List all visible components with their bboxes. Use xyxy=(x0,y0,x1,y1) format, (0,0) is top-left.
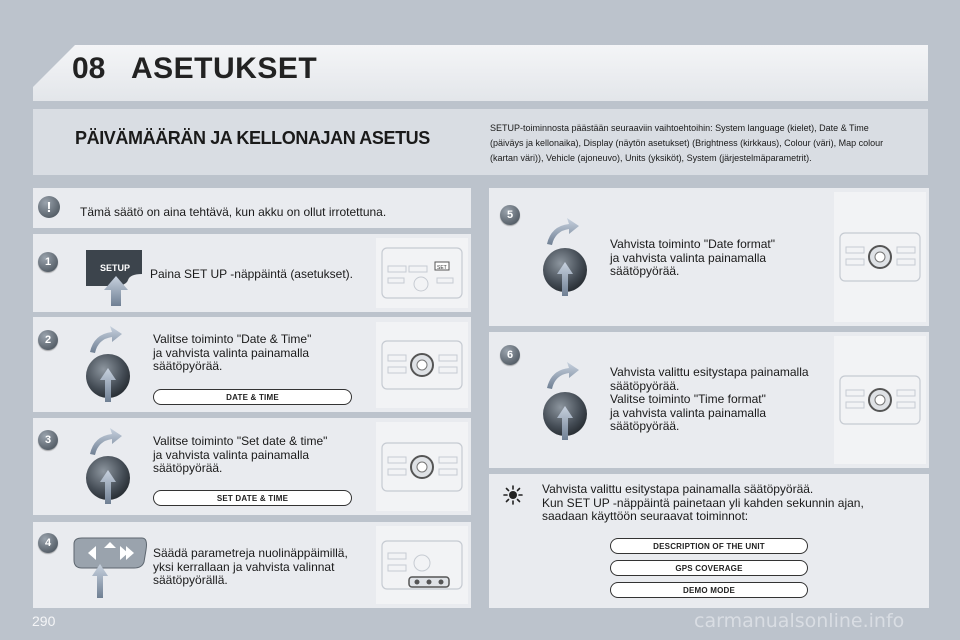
step-1-text: Paina SET UP -näppäintä (asetukset). xyxy=(150,267,354,281)
rotate-arrow-icon xyxy=(547,218,579,245)
radio-unit-icon xyxy=(837,370,923,430)
warning-icon: ! xyxy=(38,196,60,218)
chapter-number: 08 xyxy=(72,52,106,85)
setup-key-icon xyxy=(80,246,144,308)
step-3-text: Valitse toiminto "Set date & time" ja vahvista valinta painamalla säätöpyörää. xyxy=(153,434,328,475)
rotary-knob-icon xyxy=(78,322,138,406)
radio-unit-1 xyxy=(376,238,468,308)
step-5-badge: 5 xyxy=(500,205,520,225)
step-6-text: Vahvista valittu esitystapa painamalla säätöpyörää. Valitse toiminto "Time format" ja vahvista valinta painamalla säätöpyörää. xyxy=(610,365,809,433)
rotate-arrow-icon xyxy=(90,428,122,455)
radio-unit-icon xyxy=(379,437,465,497)
tip-text: Vahvista valittu esitystapa painamalla säätöpyörää. Kun SET UP -näppäintä painetaan yli kahden sekunnin ajan, saadaan käyttöön seuraavat toiminnot: xyxy=(542,482,864,523)
radio-unit-icon xyxy=(379,244,465,302)
arrow-keys-icon xyxy=(70,534,150,600)
radio-unit-6 xyxy=(834,336,926,464)
radio-unit-4 xyxy=(376,526,468,604)
rotary-knob-icon xyxy=(535,214,595,300)
menu-item-demo-mode: DEMO MODE xyxy=(610,582,808,598)
setup-key-label: SETUP xyxy=(100,263,131,273)
step-6-badge: 6 xyxy=(500,345,520,365)
chapter-title: ASETUKSET xyxy=(131,52,318,85)
rotary-knob-icon xyxy=(535,358,595,444)
step-2-text: Valitse toiminto "Date & Time" ja vahvista valinta painamalla säätöpyörää. xyxy=(153,332,312,373)
step-5-text: Vahvista toiminto "Date format" ja vahvista valinta painamalla säätöpyörää. xyxy=(610,237,776,278)
radio-unit-icon xyxy=(379,535,465,595)
rotate-arrow-icon xyxy=(90,326,122,353)
step-4-badge: 4 xyxy=(38,533,58,553)
press-arrow-icon xyxy=(92,564,108,598)
rotate-arrow-icon xyxy=(547,362,579,389)
page-number: 290 xyxy=(32,613,56,629)
menu-item-set-date-time: SET DATE & TIME xyxy=(153,490,352,506)
step-3-badge: 3 xyxy=(38,430,58,450)
menu-item-date-time: DATE & TIME xyxy=(153,389,352,405)
rotary-knob-icon xyxy=(78,424,138,508)
svg-text:SET: SET xyxy=(437,265,447,271)
radio-unit-icon xyxy=(379,335,465,395)
step-2-badge: 2 xyxy=(38,330,58,350)
radio-unit-2 xyxy=(376,322,468,408)
step-4-text: Säädä parametreja nuolinäppäimillä, yksi kerrallaan ja vahvista valinnat säätöpyörällä. xyxy=(153,546,348,587)
menu-item-description-of-unit: DESCRIPTION OF THE UNIT xyxy=(610,538,808,554)
step-1-badge: 1 xyxy=(38,252,58,272)
menu-item-gps-coverage: GPS COVERAGE xyxy=(610,560,808,576)
warning-text: Tämä säätö on aina tehtävä, kun akku on ollut irrotettuna. xyxy=(80,205,387,219)
watermark: carmanualsonline.info xyxy=(694,610,905,632)
intro-text: SETUP-toiminnosta päästään seuraaviin vaihtoehtoihin: System language (kielet), Date & Time (päiväys ja kellonaika), Display (näytön asetukset) (Brightness (kirkkaus), Colour (väri), Map colour (kartan väri)), Vehicle (ajoneuvo), Units (yksiköt), System (järjestelmäparametrit). xyxy=(490,123,884,163)
section-title: PÄIVÄMÄÄRÄN JA KELLONAJAN ASETUS xyxy=(75,128,430,148)
sun-tip-icon xyxy=(503,485,523,505)
radio-unit-3 xyxy=(376,422,468,511)
radio-unit-5 xyxy=(834,192,926,322)
radio-unit-icon xyxy=(837,227,923,287)
